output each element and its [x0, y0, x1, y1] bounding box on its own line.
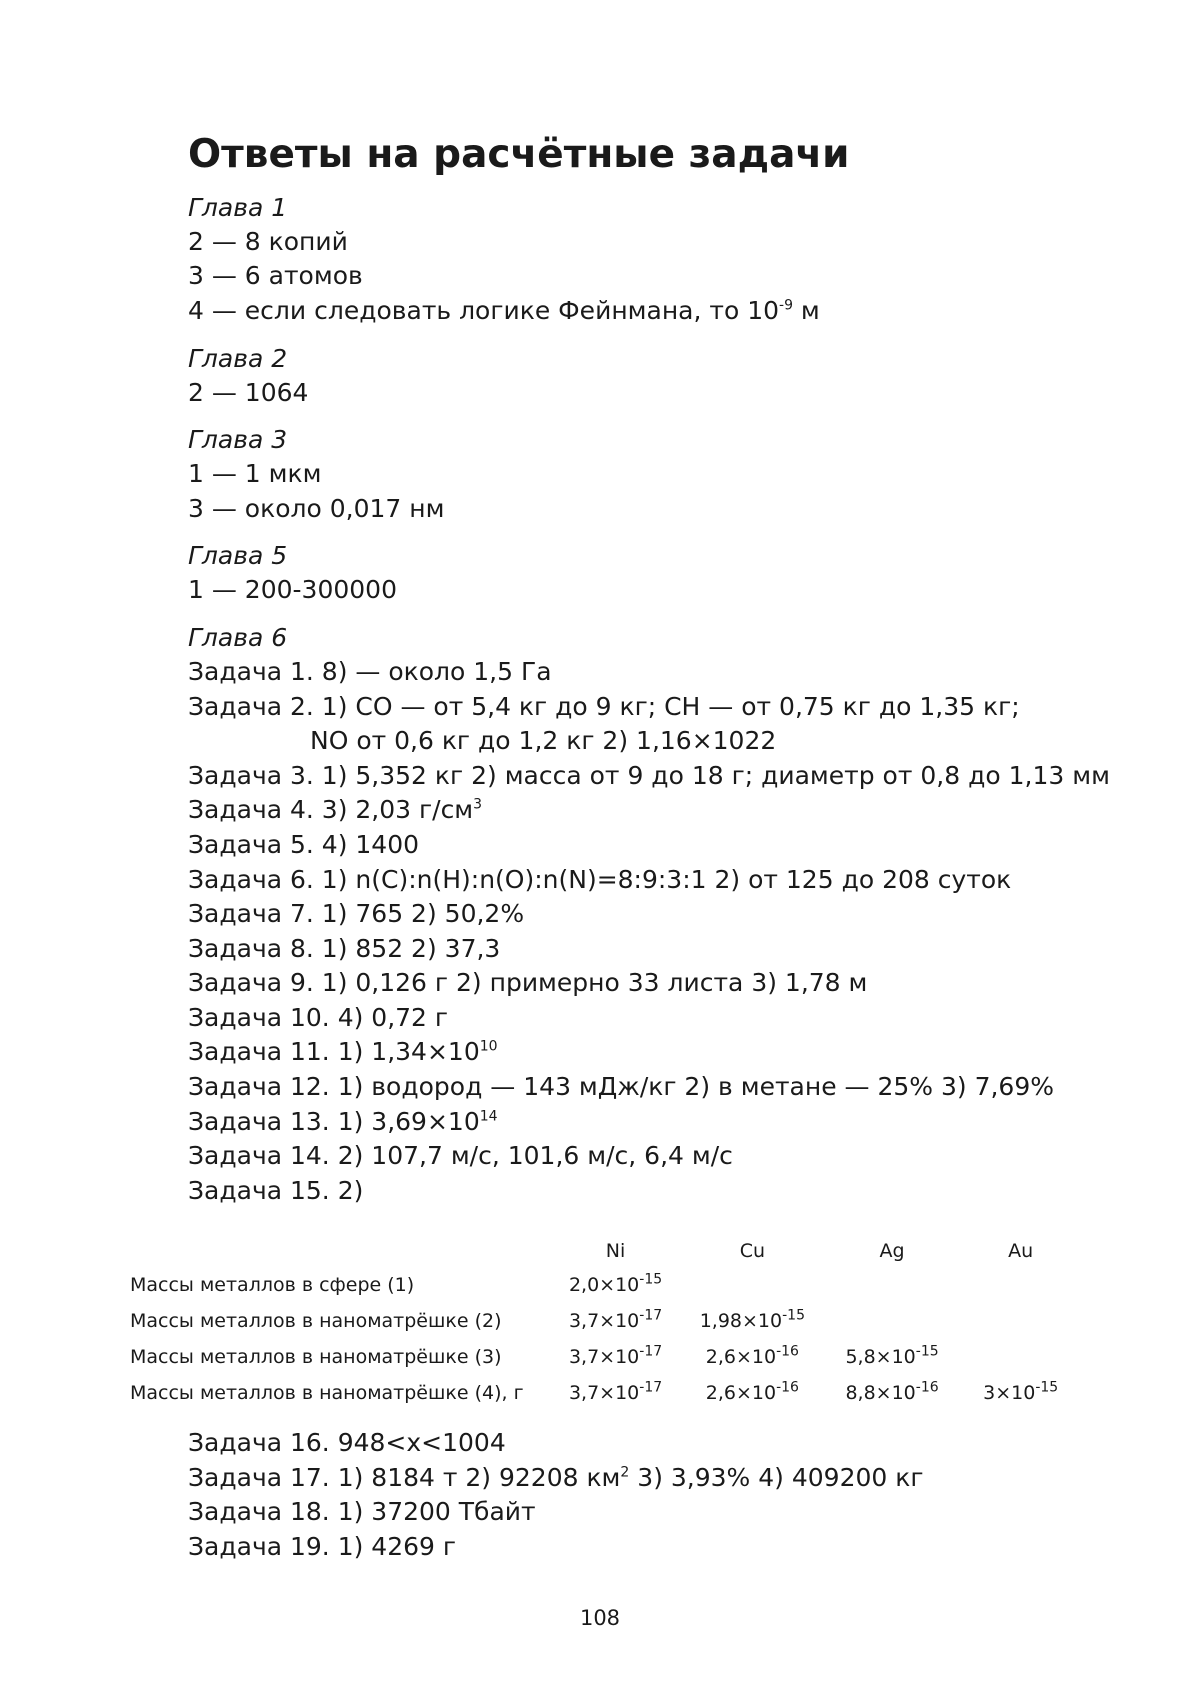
cell-exponent: -16 — [776, 1379, 799, 1396]
answer-line — [188, 1139, 1108, 1174]
answer-text: Задача 3. 1) 5,352 кг 2) масса от 9 до 18 г; диаметр от 0,8 до 1,13 мм — [188, 760, 1110, 790]
answer-exponent: -9 — [779, 297, 793, 314]
answers-section — [188, 132, 1108, 1221]
answer-text: 2 — 1064 — [188, 377, 309, 407]
answer-line — [188, 573, 1108, 608]
answer-text: Задача 10. 4) 0,72 г — [188, 1002, 449, 1032]
answer-text-tail: 3) 3,93% 4) 409200 кг — [629, 1462, 924, 1492]
answer-line — [188, 897, 1108, 932]
table-row-label: Массы металлов в наноматрёшке (4), г — [130, 1382, 524, 1404]
answer-line — [188, 724, 1108, 759]
answer-line — [188, 793, 1108, 828]
answer-line — [188, 457, 1108, 492]
table-row — [130, 1267, 1080, 1303]
answer-text: 3 — 6 атомов — [188, 261, 363, 291]
answer-exponent: 14 — [479, 1108, 498, 1125]
answer-text: Задача 6. 1) n(C):n(H):n(O):n(N)=8:9:3:1 2) от 125 до 208 суток — [188, 864, 1012, 894]
answer-text: Задача 2. 1) CO — от 5,4 кг до 9 кг; CH — от 0,75 кг до 1,35 кг; — [188, 691, 1020, 721]
cell-exponent: -15 — [639, 1271, 663, 1288]
chapter-block — [188, 342, 1108, 411]
answer-text: 4 — если следовать логике Фейнмана, то 10 — [188, 295, 780, 325]
answer-text: Задача 8. 1) 852 2) 37,3 — [188, 933, 501, 963]
answer-line — [188, 492, 1108, 527]
answer-text: Задача 15. 2) — [188, 1175, 364, 1205]
cell-exponent: -16 — [915, 1379, 939, 1396]
answer-text: Задача 1. 8) — около 1,5 Га — [188, 656, 552, 686]
chapter-title: Глава 5 — [188, 541, 288, 571]
answer-text: Задача 11. 1) 1,34×10 — [188, 1037, 480, 1067]
table-cell — [549, 1303, 682, 1339]
chapter-block — [188, 423, 1108, 526]
chapter-title: Глава 2 — [188, 343, 288, 373]
answer-text: 2 — 8 копий — [188, 226, 348, 256]
table-header-row — [130, 1235, 1080, 1267]
table-cell — [961, 1303, 1080, 1339]
table-cell — [682, 1303, 823, 1339]
answer-text: Задача 16. 948<x<1004 — [188, 1428, 506, 1457]
table-header-au: Au — [1008, 1240, 1034, 1262]
answer-line — [188, 1105, 1108, 1140]
answer-exponent: 2 — [620, 1464, 630, 1481]
answer-line — [188, 376, 1108, 411]
table-cell — [961, 1267, 1080, 1303]
chapters-list — [188, 191, 1108, 1209]
cell-value: 3,7×10 — [568, 1310, 640, 1332]
answer-line — [188, 655, 1108, 690]
table-cell — [823, 1303, 962, 1339]
answer-line — [188, 759, 1108, 794]
answer-text: NO от 0,6 кг до 1,2 кг 2) 1,16×1022 — [310, 726, 777, 756]
answer-line — [188, 1174, 1108, 1209]
cell-exponent: -15 — [915, 1343, 939, 1360]
answer-line — [188, 1461, 1108, 1496]
table-header-blank — [130, 1235, 549, 1267]
answer-line — [188, 259, 1108, 294]
cell-value: 5,8×10 — [845, 1346, 916, 1368]
cell-exponent: -17 — [639, 1343, 663, 1360]
chapter-title: Глава 3 — [188, 425, 288, 455]
answer-line — [188, 1070, 1108, 1105]
table-row-label: Массы металлов в наноматрёшке (2) — [130, 1310, 502, 1332]
cell-value: 3,7×10 — [568, 1382, 640, 1404]
table-header-ag: Ag — [879, 1240, 905, 1262]
answer-text: Задача 4. 3) 2,03 г/см — [188, 795, 474, 825]
table-header-cu: Cu — [739, 1240, 765, 1262]
answer-line — [188, 294, 1108, 329]
answer-text: Задача 17. 1) 8184 т 2) 92208 км — [188, 1462, 621, 1492]
cell-value: 2,0×10 — [568, 1274, 640, 1296]
answer-exponent: 3 — [473, 797, 483, 813]
cell-exponent: -16 — [776, 1343, 799, 1360]
table-cell — [682, 1267, 823, 1303]
cell-exponent: -17 — [639, 1379, 663, 1396]
answer-text-tail: м — [792, 295, 820, 325]
answer-line — [188, 828, 1108, 863]
cell-value: 3,7×10 — [568, 1346, 640, 1368]
table-row-label: Массы металлов в сфере (1) — [130, 1274, 415, 1296]
cell-exponent: -15 — [1035, 1379, 1059, 1396]
cell-value: 2,6×10 — [705, 1346, 777, 1368]
table-cell — [682, 1339, 823, 1375]
answer-text: Задача 9. 1) 0,126 г 2) примерно 33 листа 3) 1,78 м — [188, 968, 868, 998]
answer-text: 1 — 200-300000 — [188, 575, 397, 605]
answer-text: Задача 7. 1) 765 2) 50,2% — [188, 899, 525, 929]
answer-line — [188, 966, 1108, 1001]
table-header-ni: Ni — [605, 1240, 626, 1262]
table-cell — [823, 1375, 962, 1411]
answer-text: 1 — 1 мкм — [188, 459, 322, 489]
chapter-block — [188, 191, 1108, 329]
cell-exponent: -15 — [782, 1307, 805, 1324]
table-cell — [823, 1267, 962, 1303]
answer-text: Задача 18. 1) 37200 Тбайт — [188, 1497, 536, 1527]
table-row — [130, 1303, 1080, 1339]
answer-line — [188, 690, 1108, 725]
answer-line — [188, 1426, 1108, 1461]
chapter-block — [188, 621, 1108, 1209]
answer-line — [188, 1495, 1108, 1530]
answer-line — [188, 1530, 1108, 1565]
table-row-label: Массы металлов в наноматрёшке (3) — [130, 1346, 502, 1368]
answer-text: Задача 5. 4) 1400 — [188, 829, 420, 859]
table-cell — [549, 1339, 682, 1375]
answer-line — [188, 932, 1108, 967]
answers-after-table — [188, 1426, 1108, 1564]
answer-line — [188, 1001, 1108, 1036]
metal-mass-table — [130, 1235, 1080, 1411]
answer-text: Задача 13. 1) 3,69×10 — [188, 1106, 480, 1136]
answer-line — [188, 1035, 1108, 1070]
chapter-block — [188, 539, 1108, 608]
metal-mass-table-wrap — [130, 1235, 1080, 1411]
table-cell — [961, 1375, 1080, 1411]
chapter-title: Глава 1 — [188, 192, 288, 222]
table-cell — [549, 1267, 682, 1303]
answer-line — [188, 225, 1108, 260]
answer-exponent: 10 — [479, 1039, 498, 1056]
page-number: 108 — [579, 1606, 621, 1630]
page-title: Ответы на расчётные задачи — [188, 132, 850, 177]
answer-text: Задача 19. 1) 4269 г — [188, 1531, 457, 1561]
table-row — [130, 1375, 1080, 1411]
cell-value: 1,98×10 — [699, 1310, 783, 1332]
answer-text: 3 — около 0,017 нм — [188, 493, 445, 523]
table-cell — [549, 1375, 682, 1411]
table-row — [130, 1339, 1080, 1375]
cell-exponent: -17 — [639, 1307, 663, 1324]
answer-line — [188, 863, 1108, 898]
cell-value: 8,8×10 — [845, 1382, 916, 1404]
table-body — [130, 1267, 1080, 1411]
table-cell — [823, 1339, 962, 1375]
table-cell — [682, 1375, 823, 1411]
cell-value: 2,6×10 — [705, 1382, 777, 1404]
answer-text: Задача 14. 2) 107,7 м/с, 101,6 м/с, 6,4 м/с — [188, 1141, 733, 1171]
table-cell — [961, 1339, 1080, 1375]
cell-value: 3×10 — [983, 1382, 1036, 1404]
answer-text: Задача 12. 1) водород — 143 мДж/кг 2) в метане — 25% 3) 7,69% — [188, 1072, 1055, 1102]
chapter-title: Глава 6 — [188, 622, 288, 652]
